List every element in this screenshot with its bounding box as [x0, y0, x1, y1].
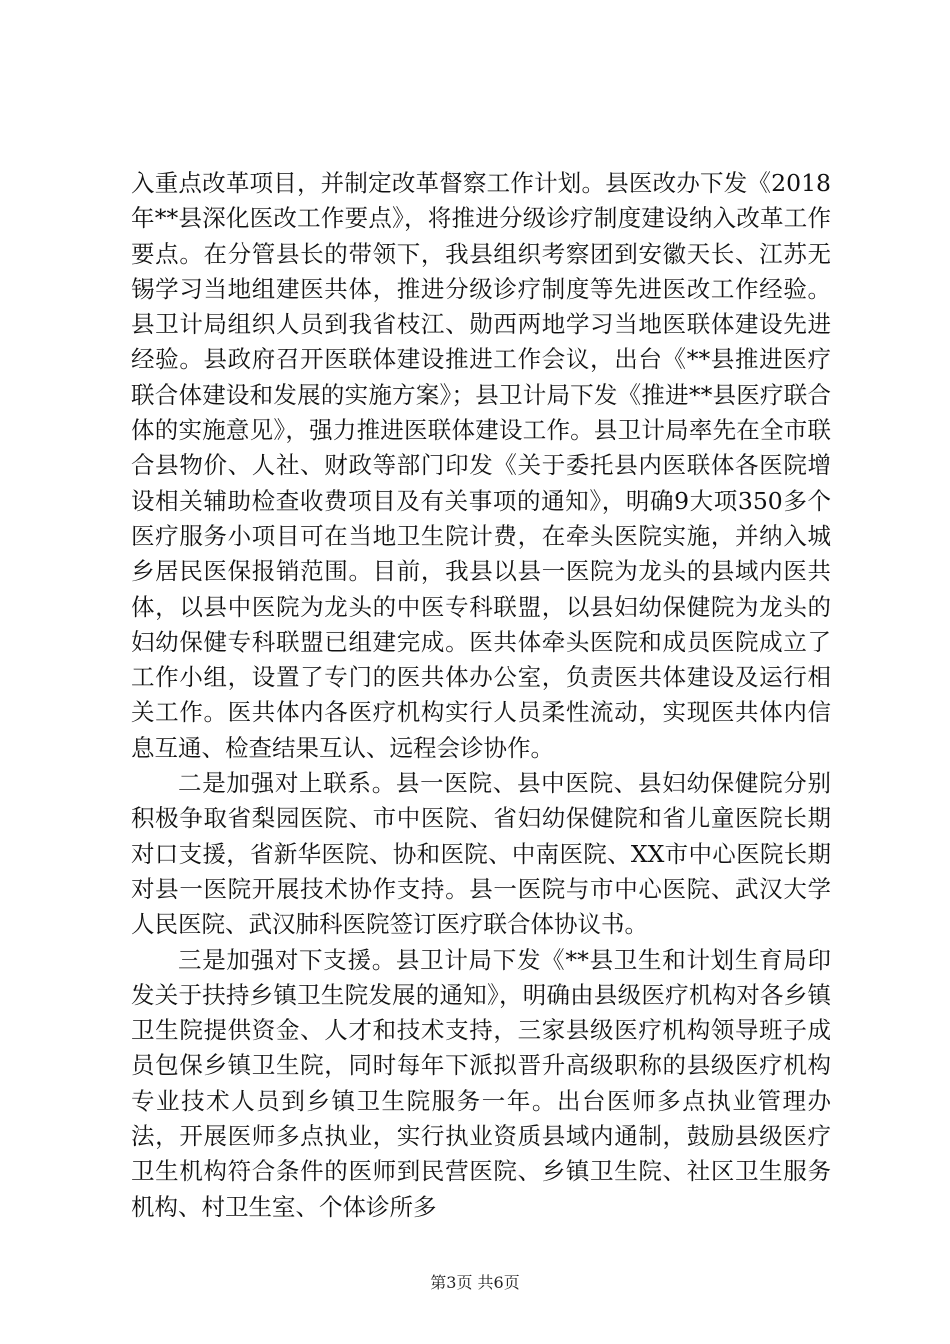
- body-text: [131, 166, 831, 1225]
- paragraph-continued: 入重点改革项目，并制定改革督察工作计划。县医改办下发《2018年**县深化医改工作要点》，将推进分级诊疗制度建设纳入改革工作要点。在分管县长的带领下，我县组织考察团到安徽天长、江苏无锡学习当地组建医共体，推进分级诊疗制度等先进医改工作经验。县卫计局组织人员到我省枝江、勋西两地学习当地医联体建设先进经验。县政府召开医联体建设推进工作会议，出台《**县推进医疗联合体建设和发展的实施方案》；县卫计局下发《推进**县医疗联合体的实施意见》，强力推进医联体建设工作。县卫计局率先在全市联合县物价、人社、财政等部门印发《关于委托县内医联体各医院增设相关辅助检查收费项目及有关事项的通知》，明确9大项350多个医疗服务小项目可在当地卫生院计费，在牵头医院实施，并纳入城乡居民医保报销范围。目前，我县以县一医院为龙头的县域内医共体，以县中医院为龙头的中医专科联盟，以县妇幼保健院为龙头的妇幼保健专科联盟已组建完成。医共体牵头医院和成员医院成立了工作小组，设置了专门的医共体办公室，负责医共体建设及运行相关工作。医共体内各医疗机构实行人员柔性流动，实现医共体内信息互通、检查结果互认、远程会诊协作。: [131, 169, 831, 762]
- paragraph-upward-liaison: 二是加强对上联系。县一医院、县中医院、县妇幼保健院分别积极争取省梨园医院、市中医院、省妇幼保健院和省儿童医院长期对口支援，省新华医院、协和医院、中南医院、XX市中心医院长期对县一医院开展技术协作支持。县一医院与市中心医院、武汉大学人民医院、武汉肺科医院签订医疗联合体协议书。: [131, 769, 831, 939]
- paragraph-downward-support: 三是加强对下支援。县卫计局下发《**县卫生和计划生育局印发关于扶持乡镇卫生院发展的通知》，明确由县级医疗机构对各乡镇卫生院提供资金、人才和技术支持，三家县级医疗机构领导班子成员包保乡镇卫生院，同时每年下派拟晋升高级职称的县级医疗机构专业技术人员到乡镇卫生院服务一年。出台医师多点执业管理办法，开展医师多点执业，实行执业资质县域内通制，鼓励县级医疗卫生机构符合条件的医师到民营医院、乡镇卫生院、社区卫生服务机构、村卫生室、个体诊所多: [131, 945, 831, 1221]
- page-footer: 第3页 共6页: [430, 1273, 520, 1292]
